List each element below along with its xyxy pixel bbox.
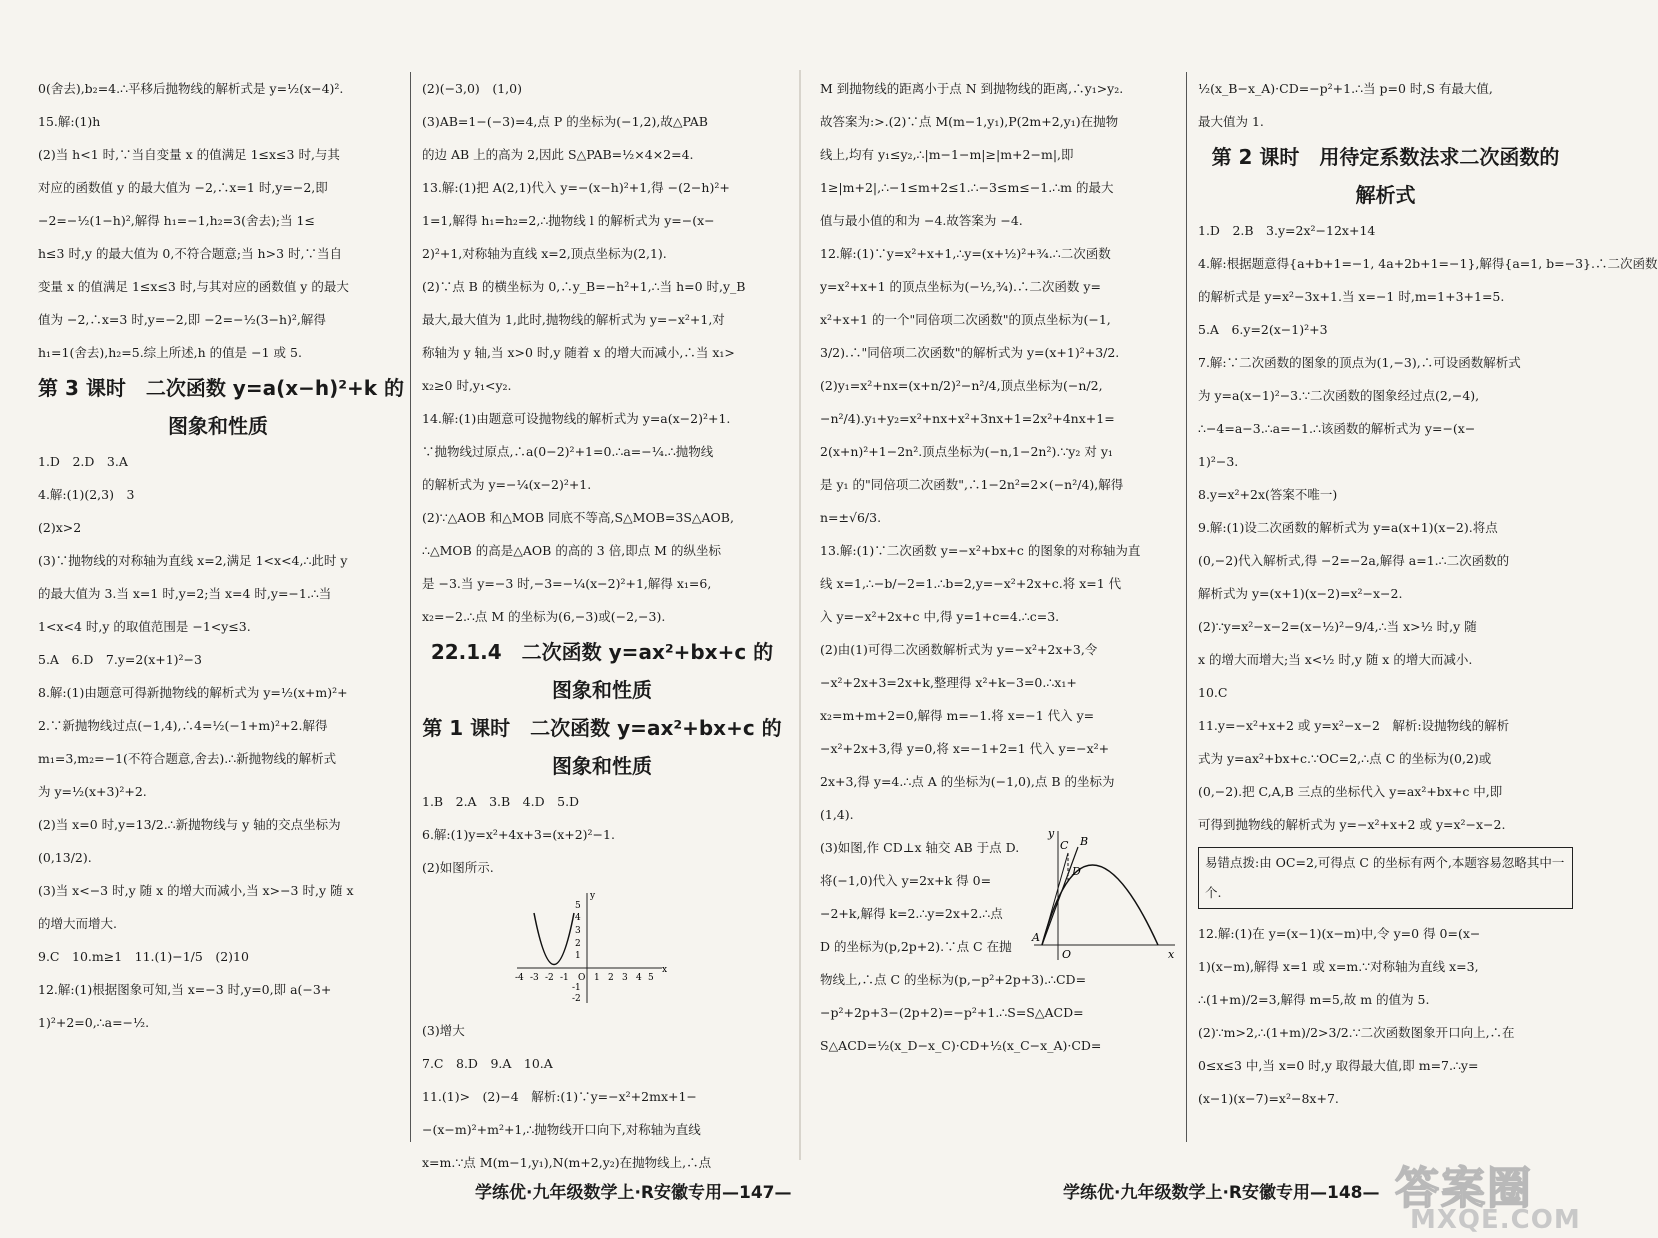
text-line: 故答案为:>.(2)∵点 M(m−1,y₁),P(2m+2,y₁)在抛物 bbox=[820, 114, 1119, 129]
text-line: x₂=−2.∴点 M 的坐标为(6,−3)或(−2,−3). bbox=[422, 609, 666, 624]
column-2 bbox=[422, 72, 782, 1170]
text-line: h₁=1(舍去),h₂=5.综上所述,h 的值是 −1 或 5. bbox=[38, 345, 302, 360]
text-line: 14.解:(1)由题意可设抛物线的解析式为 y=a(x−2)²+1. bbox=[422, 411, 731, 426]
text-line: 2x+3,得 y=4.∴点 A 的坐标为(−1,0),点 B 的坐标为 bbox=[820, 774, 1115, 789]
text-line: 1)²−3. bbox=[1198, 454, 1239, 469]
text-line: 15.解:(1)h bbox=[38, 114, 101, 129]
text-line: (2)当 x=0 时,y=13/2.∴新抛物线与 y 轴的交点坐标为 bbox=[38, 817, 341, 832]
tick-label: -3 bbox=[530, 973, 539, 983]
text-line: (2)∵△AOB 和△MOB 同底不等高,S△MOB=3S△AOB, bbox=[422, 510, 734, 525]
text-line: 1)(x−m),解得 x=1 或 x=m.∵对称轴为直线 x=3, bbox=[1198, 959, 1479, 974]
tick-label: 4 bbox=[575, 913, 581, 923]
text-line: −x²+2x+3=2x+k,整理得 x²+k−3=0.∴x₁+ bbox=[820, 675, 1077, 690]
text-line: x²+x+1 的一个"同倍项二次函数"的顶点坐标为(−1, bbox=[820, 312, 1111, 327]
watermark-logo: 答案圈 bbox=[1395, 1163, 1533, 1214]
text-line: (0,−2).把 C,A,B 三点的坐标代入 y=ax²+bx+c 中,即 bbox=[1198, 784, 1503, 799]
text-line: 12.解:(1)在 y=(x−1)(x−m)中,令 y=0 得 0=(x− bbox=[1198, 926, 1481, 941]
text-line: −(x−m)²+m²+1,∴抛物线开口向下,对称轴为直线 bbox=[422, 1122, 701, 1137]
line-ab bbox=[1042, 847, 1078, 945]
column-rule-right bbox=[1186, 72, 1187, 1142]
text-line: (2)x>2 bbox=[38, 520, 82, 535]
text-line: (2)如图所示. bbox=[422, 860, 494, 875]
text-line: (x−1)(x−7)=x²−8x+7. bbox=[1198, 1091, 1339, 1106]
text-line: (2)∵m>2,∴(1+m)/2>3/2.∵二次函数图象开口向上,∴在 bbox=[1198, 1025, 1515, 1040]
column-4 bbox=[1198, 72, 1658, 1142]
text-line: 1≥|m+2|,∴−1≤m+2≤1.∴−3≤m≤−1.∴m 的最大 bbox=[820, 180, 1114, 195]
text-line: −n²/4).y₁+y₂=x²+nx+x²+3nx+1=2x²+4nx+1= bbox=[820, 411, 1115, 426]
tick-label: -2 bbox=[545, 973, 554, 983]
text-line: 5.A 6.D 7.y=2(x+1)²−3 bbox=[38, 652, 202, 667]
text-line: 13.解:(1)∵二次函数 y=−x²+bx+c 的图象的对称轴为直 bbox=[820, 543, 1141, 558]
text-line: (2)∵y=x²−x−2=(x−½)²−9/4,∴当 x>½ 时,y 随 bbox=[1198, 619, 1477, 634]
text-line: 4.解:(1)(2,3) 3 bbox=[38, 487, 135, 502]
text-line: 的边 AB 上的高为 2,因此 S△PAB=½×4×2=4. bbox=[422, 147, 694, 162]
tick-label: 3 bbox=[622, 973, 628, 983]
text-line: 10.C bbox=[1198, 685, 1228, 700]
text-line: 6.解:(1)y=x²+4x+3=(x+2)²−1. bbox=[422, 827, 615, 842]
text-line: x₂≥0 时,y₁<y₂. bbox=[422, 378, 512, 393]
text-line: 4.解:根据题意得{a+b+1=−1, 4a+2b+1=−1},解得{a=1, b=−3}.∴二次函数 bbox=[1198, 256, 1658, 271]
text-line: 的最大值为 3.当 x=1 时,y=2;当 x=4 时,y=−1.∴当 bbox=[38, 586, 332, 601]
tick-label: x bbox=[662, 965, 668, 975]
text-line: 2(x+n)²+1−2n².顶点坐标为(−n,1−2n²).∵y₂ 对 y₁ bbox=[820, 444, 1113, 459]
line-ac bbox=[1042, 853, 1068, 945]
text-line: 7.C 8.D 9.A 10.A bbox=[422, 1056, 553, 1071]
text-line: 为 y=½(x+3)²+2. bbox=[38, 784, 147, 799]
point-label: B bbox=[1080, 835, 1089, 848]
text-line: 变量 x 的值满足 1≤x≤3 时,与其对应的函数值 y 的最大 bbox=[38, 279, 349, 294]
text-line: ∴△MOB 的高是△AOB 的高的 3 倍,即点 M 的纵坐标 bbox=[422, 543, 721, 558]
text-line: 8.解:(1)由题意可得新抛物线的解析式为 y=½(x+m)²+ bbox=[38, 685, 348, 700]
tick-label: 3 bbox=[575, 926, 581, 936]
section-heading: 图象和性质 bbox=[552, 678, 652, 702]
section-heading: 第 1 课时 二次函数 y=ax²+bx+c 的 bbox=[422, 716, 782, 740]
tick-label: 2 bbox=[575, 939, 581, 949]
text-line: ∵抛物线过原点,∴a(0−2)²+1=0.∴a=−¼.∴抛物线 bbox=[422, 444, 714, 459]
text-line: 8.y=x²+2x(答案不唯一) bbox=[1198, 487, 1338, 502]
text-line: 12.解:(1)∵y=x²+x+1,∴y=(x+½)²+¾.∴二次函数 bbox=[820, 246, 1111, 261]
text-line: 值为 −2,∴x=3 时,y=−2,即 −2=−½(3−h)²,解得 bbox=[38, 312, 326, 327]
text-line: 是 y₁ 的"同倍项二次函数",∴1−2n²=2×(−n²/4),解得 bbox=[820, 477, 1124, 492]
text-line: M 到抛物线的距离小于点 N 到抛物线的距离,∴y₁>y₂. bbox=[820, 81, 1124, 96]
q13-part3-text bbox=[820, 831, 1025, 963]
tick-label: 2 bbox=[608, 973, 614, 983]
point-label: A bbox=[1032, 931, 1040, 944]
tick-label: -1 bbox=[560, 973, 569, 983]
point-label: y bbox=[1048, 827, 1055, 840]
tick-label: -4 bbox=[515, 973, 524, 983]
text-line: −2=−½(1−h)²,解得 h₁=−1,h₂=3(舍去);当 1≤ bbox=[38, 213, 315, 228]
tick-label: 5 bbox=[648, 973, 654, 983]
section-heading: 图象和性质 bbox=[552, 754, 652, 778]
text-line: h≤3 时,y 的最大值为 0,不符合题意;当 h>3 时,∵当自 bbox=[38, 246, 342, 261]
text-line: (1,4). bbox=[820, 807, 854, 822]
text-line: (0,−2)代入解析式,得 −2=−2a,解得 a=1.∴二次函数的 bbox=[1198, 553, 1510, 568]
text-line: 解析式为 y=(x+1)(x−2)=x²−x−2. bbox=[1198, 586, 1403, 601]
text-line: 12.解:(1)根据图象可知,当 x=−3 时,y=0,即 a(−3+ bbox=[38, 982, 332, 997]
text-line: 3/2).∴"同倍项二次函数"的解析式为 y=(x+1)²+3/2. bbox=[820, 345, 1120, 360]
text-line: (2)(−3,0) (1,0) bbox=[422, 81, 522, 96]
column-rule-left bbox=[410, 72, 411, 1142]
text-line: 1<x<4 时,y 的取值范围是 −1<y≤3. bbox=[38, 619, 251, 634]
column-1 bbox=[38, 72, 405, 1142]
tick-label: -1 bbox=[572, 983, 581, 993]
text-line: (3)∵抛物线的对称轴为直线 x=2,满足 1<x<4,∴此时 y bbox=[38, 553, 348, 568]
text-line: D 的坐标为(p,2p+2).∵点 C 在抛 bbox=[820, 939, 1012, 954]
page-footer-147: 学练优·九年级数学上·R安徽专用—147— bbox=[475, 1183, 792, 1203]
text-line: 线上,均有 y₁≤y₂,∴|m−1−m|≥|m+2−m|,即 bbox=[820, 147, 1074, 162]
text-line: 值与最小值的和为 −4.故答案为 −4. bbox=[820, 213, 1023, 228]
text-line: 1)²+2=0,∴a=−½. bbox=[38, 1015, 150, 1030]
point-label: D bbox=[1072, 865, 1081, 878]
text-line: ∴−4=a−3.∴a=−1.∴该函数的解析式为 y=−(x− bbox=[1198, 421, 1476, 436]
text-line: 0≤x≤3 中,当 x=0 时,y 取得最大值,即 m=7.∴y= bbox=[1198, 1058, 1479, 1073]
text-line: n=±√6/3. bbox=[820, 510, 882, 525]
tick-label: 1 bbox=[594, 973, 600, 983]
text-line: (2)由(1)可得二次函数解析式为 y=−x²+2x+3,令 bbox=[820, 642, 1098, 657]
point-label: x bbox=[1168, 948, 1175, 961]
text-line: 的解析式是 y=x²−3x+1.当 x=−1 时,m=1+3+1=5. bbox=[1198, 289, 1505, 304]
text-line: (3)增大 bbox=[422, 1023, 465, 1038]
page-gutter bbox=[799, 70, 801, 1160]
section-heading: 解析式 bbox=[1355, 183, 1416, 207]
text-line: (2)当 h<1 时,∵当自变量 x 的值满足 1≤x≤3 时,与其 bbox=[38, 147, 340, 162]
text-line: 最大,最大值为 1,此时,抛物线的解析式为 y=−x²+1,对 bbox=[422, 312, 725, 327]
text-line: (3)当 x<−3 时,y 随 x 的增大而减小,当 x>−3 时,y 随 x bbox=[38, 883, 354, 898]
text-line: 式为 y=ax²+bx+c.∵OC=2,∴点 C 的坐标为(0,2)或 bbox=[1198, 751, 1492, 766]
text-line: 可得到抛物线的解析式为 y=−x²+x+2 或 y=x²−x−2. bbox=[1198, 817, 1506, 832]
tick-label: 5 bbox=[575, 901, 581, 911]
text-line: (0,13/2). bbox=[38, 850, 92, 865]
tick-label: O bbox=[578, 973, 586, 983]
text-line: 称轴为 y 轴,当 x>0 时,y 随着 x 的增大而减小,∴当 x₁> bbox=[422, 345, 735, 360]
section-heading: 图象和性质 bbox=[168, 414, 268, 438]
text-line: 入 y=−x²+2x+c 中,得 y=1+c=4.∴c=3. bbox=[820, 609, 1060, 624]
text-line: x₂=m+m+2=0,解得 m=−1.将 x=−1 代入 y= bbox=[820, 708, 1095, 723]
text-line: (2)∵点 B 的横坐标为 0,∴y_B=−h²+1,∴当 h=0 时,y_B bbox=[422, 279, 746, 294]
text-line: 将(−1,0)代入 y=2x+k 得 0= bbox=[820, 873, 992, 888]
text-line: S△ACD=½(x_D−x_C)·CD+½(x_C−x_A)·CD= bbox=[820, 1038, 1102, 1053]
text-line: 为 y=a(x−1)²−3.∵二次函数的图象经过点(2,−4), bbox=[1198, 388, 1480, 403]
text-line: 13.解:(1)把 A(2,1)代入 y=−(x−h)²+1,得 −(2−h)²+ bbox=[422, 180, 730, 195]
column-3 bbox=[820, 72, 1180, 1142]
text-line: y=x²+x+1 的顶点坐标为(−½,¾).∴二次函数 y= bbox=[820, 279, 1101, 294]
text-line: 2)²+1,对称轴为直线 x=2,顶点坐标为(2,1). bbox=[422, 246, 667, 261]
text-line: 2.∵新抛物线过点(−1,4),∴4=½(−1+m)²+2.解得 bbox=[38, 718, 328, 733]
geometry-diagram bbox=[1030, 825, 1180, 965]
tick-label: -2 bbox=[572, 994, 581, 1004]
text-line: m₁=3,m₂=−1(不符合题意,舍去).∴新抛物线的解析式 bbox=[38, 751, 337, 766]
text-line: 0(舍去),b₂=4.∴平移后抛物线的解析式是 y=½(x−4)². bbox=[38, 81, 344, 96]
text-line: x=m.∵点 M(m−1,y₁),N(m+2,y₂)在抛物线上,∴点 bbox=[422, 1155, 712, 1170]
text-line: (3)AB=1−(−3)=4,点 P 的坐标为(−1,2),故△PAB bbox=[422, 114, 708, 129]
tick-label: 4 bbox=[636, 973, 642, 983]
tick-label: y bbox=[590, 891, 596, 901]
text-line: 9.C 10.m≥1 11.(1)−1/5 (2)10 bbox=[38, 949, 249, 964]
text-line: ∴(1+m)/2=3,解得 m=5,故 m 的值为 5. bbox=[1198, 992, 1430, 1007]
q13-part3-block bbox=[820, 827, 1180, 963]
section-heading: 第 2 课时 用待定系数法求二次函数的 bbox=[1211, 145, 1560, 169]
text-line: 1=1,解得 h₁=h₂=2,∴抛物线 l 的解析式为 y=−(x− bbox=[422, 213, 715, 228]
text-line: 11.y=−x²+x+2 或 y=x²−x−2 解析:设抛物线的解析 bbox=[1198, 718, 1510, 733]
tick-label: 1 bbox=[575, 951, 581, 961]
parabola-curve bbox=[534, 913, 574, 965]
text-line: 物线上,∴点 C 的坐标为(p,−p²+2p+3).∴CD= bbox=[820, 972, 1087, 987]
text-line: 1.D 2.B 3.y=2x²−12x+14 bbox=[1198, 223, 1376, 238]
text-line: 对应的函数值 y 的最大值为 −2,∴x=1 时,y=−2,即 bbox=[38, 180, 328, 195]
text-line: 9.解:(1)设二次函数的解析式为 y=a(x+1)(x−2).将点 bbox=[1198, 520, 1498, 535]
text-line: x 的增大而增大;当 x<½ 时,y 随 x 的增大而减小. bbox=[1198, 652, 1473, 667]
text-line: 1.B 2.A 3.B 4.D 5.D bbox=[422, 794, 580, 809]
text-line: 5.A 6.y=2(x−1)²+3 bbox=[1198, 322, 1328, 337]
text-line: −2+k,解得 k=2.∴y=2x+2.∴点 bbox=[820, 906, 1003, 921]
section-heading: 第 3 课时 二次函数 y=a(x−h)²+k 的 bbox=[38, 376, 405, 400]
text-line: 7.解:∵二次函数的图象的顶点为(1,−3),∴可设函数解析式 bbox=[1198, 355, 1521, 370]
parabola-graph bbox=[512, 888, 672, 1008]
watermark-url: MXQE.COM bbox=[1410, 1205, 1581, 1235]
text-line: 1.D 2.D 3.A bbox=[38, 454, 128, 469]
text-line: 的解析式为 y=−¼(x−2)²+1. bbox=[422, 477, 592, 492]
text-line: −x²+2x+3,得 y=0,将 x=−1+2=1 代入 y=−x²+ bbox=[820, 741, 1110, 756]
text-line: 线 x=1,∴−b/−2=1.∴b=2,y=−x²+2x+c.将 x=1 代 bbox=[820, 576, 1122, 591]
point-label: C bbox=[1060, 839, 1069, 852]
point-label: O bbox=[1062, 948, 1072, 961]
page-footer-148: 学练优·九年级数学上·R安徽专用—148— bbox=[1063, 1183, 1380, 1203]
text-line: (2)y₁=x²+nx=(x+n/2)²−n²/4,顶点坐标为(−n/2, bbox=[820, 378, 1103, 393]
text-line: 11.(1)> (2)−4 解析:(1)∵y=−x²+2mx+1− bbox=[422, 1089, 697, 1104]
text-line: −p²+2p+3−(2p+2)=−p²+1.∴S=S△ACD= bbox=[820, 1005, 1084, 1020]
error-tip-box: 易错点拨:由 OC=2,可得点 C 的坐标有两个,本题容易忽略其中一个. bbox=[1198, 847, 1573, 909]
text-line: 最大值为 1. bbox=[1198, 114, 1264, 129]
parabola-curve bbox=[1042, 865, 1158, 945]
text-line: 是 −3.当 y=−3 时,−3=−¼(x−2)²+1,解得 x₁=6, bbox=[422, 576, 712, 591]
text-line: 的增大而增大. bbox=[38, 916, 117, 931]
text-line: (3)如图,作 CD⊥x 轴交 AB 于点 D. bbox=[820, 840, 1020, 855]
text-line: ½(x_B−x_A)·CD=−p²+1.∴当 p=0 时,S 有最大值, bbox=[1198, 81, 1493, 96]
section-heading: 22.1.4 二次函数 y=ax²+bx+c 的 bbox=[430, 640, 774, 664]
